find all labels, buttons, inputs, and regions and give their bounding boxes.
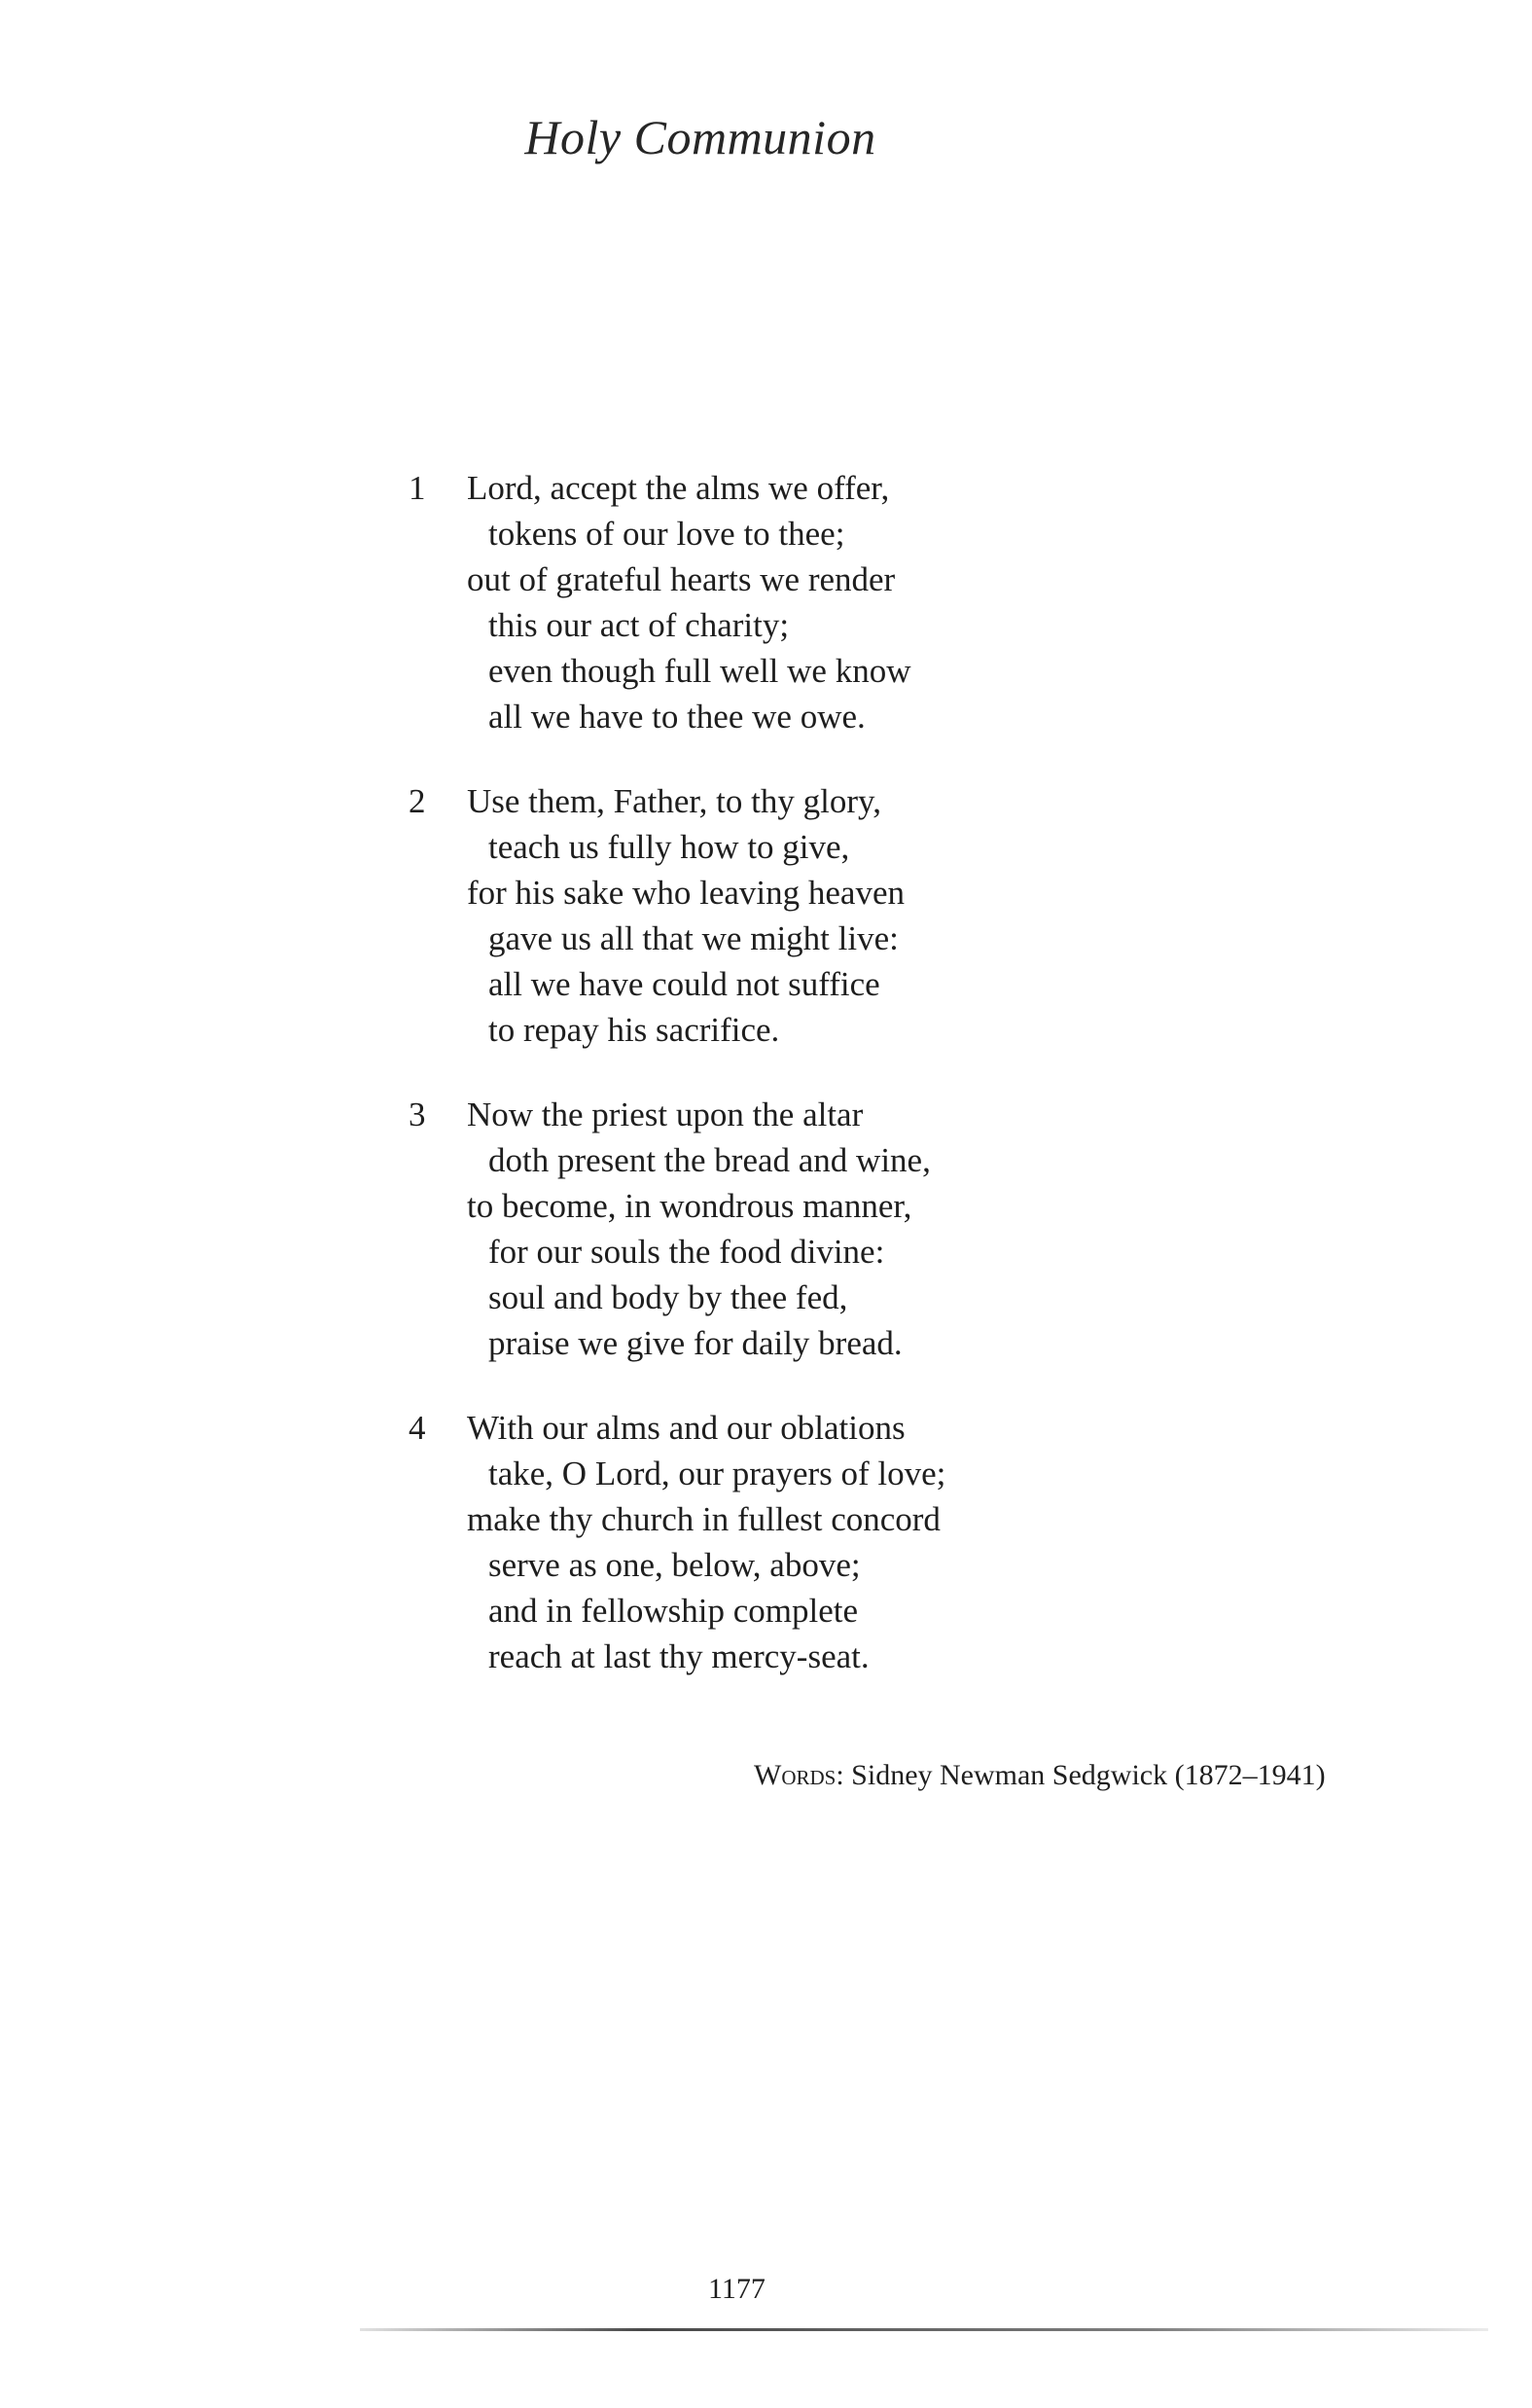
verse-lines: [467, 465, 1109, 739]
verse-line: make thy church in fullest concord: [467, 1500, 941, 1538]
verse-number: 3: [409, 1096, 426, 1133]
verse-line: for our souls the food divine:: [488, 1233, 885, 1271]
verse-number: 4: [409, 1409, 426, 1447]
verse-line: all we have could not suffice: [488, 965, 880, 1003]
verse-line: With our alms and our oblations: [467, 1409, 906, 1447]
verse-line: and in fellowship complete: [488, 1592, 859, 1630]
attribution: [754, 1759, 1326, 1792]
verse-line: gave us all that we might live:: [488, 919, 899, 957]
verse-line: all we have to thee we owe.: [488, 698, 866, 736]
verse-lines: [467, 1092, 1109, 1366]
verse-line: this our act of charity;: [488, 606, 790, 644]
verse-line: reach at last thy mercy-seat.: [488, 1637, 870, 1675]
verse-line: take, O Lord, our prayers of love;: [488, 1455, 946, 1492]
verse-line: Now the priest upon the altar: [467, 1096, 864, 1133]
verse-line: teach us fully how to give,: [488, 828, 850, 866]
footer-rule: [360, 2328, 1488, 2331]
verse-line: to repay his sacrifice.: [488, 1011, 780, 1049]
page-number: 1177: [708, 2273, 766, 2305]
hymn-text: [409, 465, 1109, 1718]
verse-lines: [467, 778, 1109, 1053]
verse-number: 2: [409, 782, 426, 820]
verse-line: serve as one, below, above;: [488, 1546, 861, 1584]
verse: [409, 465, 1109, 739]
verse-lines: [467, 1405, 1109, 1679]
verse-line: for his sake who leaving heaven: [467, 874, 905, 912]
attribution-label: Words:: [754, 1759, 844, 1791]
verse-line: even though full well we know: [488, 652, 911, 690]
verse-line: doth present the bread and wine,: [488, 1141, 931, 1179]
verse: [409, 778, 1109, 1053]
verse: [409, 1092, 1109, 1366]
verse-line: praise we give for daily bread.: [488, 1324, 903, 1362]
verse-line: out of grateful hearts we render: [467, 560, 896, 598]
verse-line: tokens of our love to thee;: [488, 515, 845, 553]
verse-line: to become, in wondrous manner,: [467, 1187, 912, 1225]
verse-line: Use them, Father, to thy glory,: [467, 782, 881, 820]
verse-line: soul and body by thee fed,: [488, 1278, 848, 1316]
verse-number: 1: [409, 469, 426, 507]
attribution-text: Sidney Newman Sedgwick (1872–1941): [851, 1759, 1326, 1791]
verse-line: Lord, accept the alms we offer,: [467, 469, 890, 507]
verse: [409, 1405, 1109, 1679]
page-title: Holy Communion: [524, 110, 876, 164]
